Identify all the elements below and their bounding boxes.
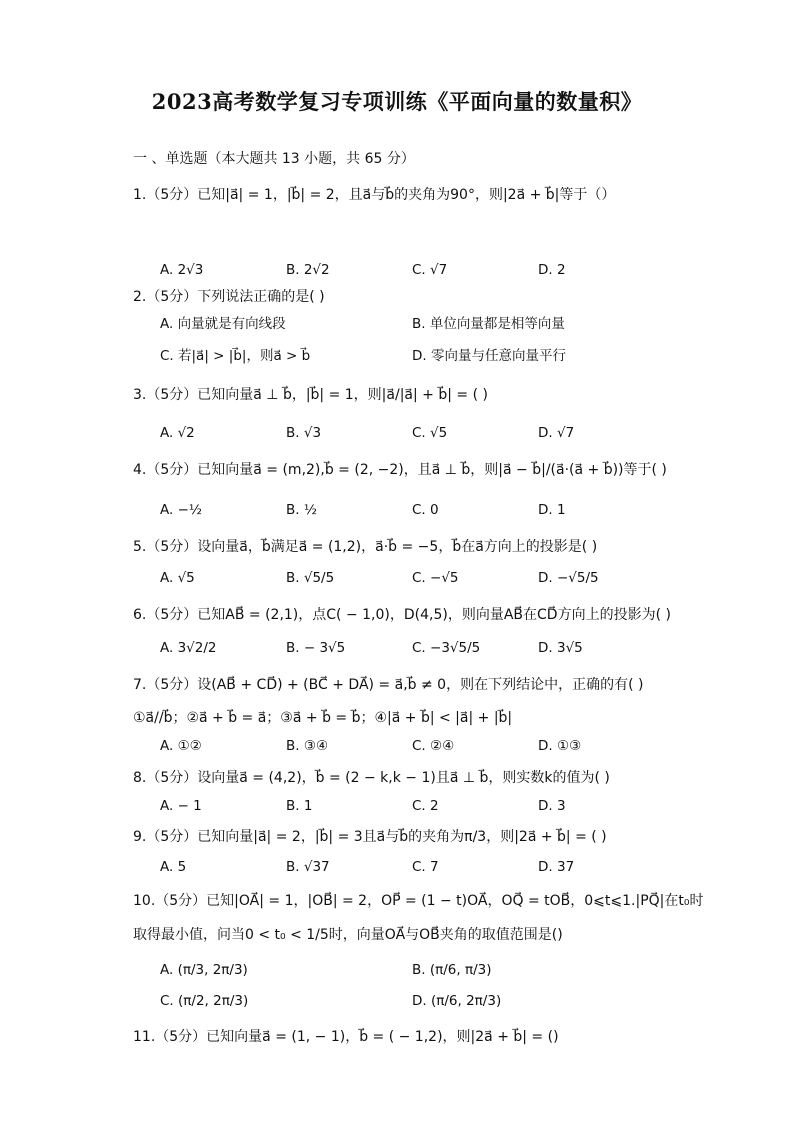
question-8-option-a[interactable]: A. − 1 <box>160 798 202 814</box>
question-8-option-b[interactable]: B. 1 <box>286 798 313 814</box>
question-10-option-d[interactable]: D. (π/6, 2π/3) <box>412 993 502 1009</box>
question-2-option-c[interactable]: C. 若|a⃗| > |b⃗|，则a⃗ > b⃗ <box>160 348 311 364</box>
question-3-option-b[interactable]: B. √3 <box>286 425 322 441</box>
question-10-option-b[interactable]: B. (π/6, π/3) <box>412 962 492 978</box>
question-9-option-a[interactable]: A. 5 <box>160 859 187 875</box>
question-2-stem: 2.（5分）下列说法正确的是( ) <box>133 289 325 305</box>
question-10-stem: 10.（5分）已知|OA⃗| = 1，|OB⃗| = 2，OP⃗ = (1 − t)OA⃗，OQ⃗ = tOB⃗，0⩽t⩽1.|PQ⃗|在t₀时 <box>133 893 704 909</box>
question-4-option-c[interactable]: C. 0 <box>412 502 439 518</box>
question-4-option-a[interactable]: A. −½ <box>160 502 202 518</box>
question-5-option-c[interactable]: C. −√5 <box>412 570 459 586</box>
question-8-option-d[interactable]: D. 3 <box>538 798 566 814</box>
question-9-stem: 9.（5分）已知向量|a⃗| = 2，|b⃗| = 3且a⃗与b⃗的夹角为π/3，则|2a⃗ + b⃗| = ( ) <box>133 829 607 845</box>
question-4-option-d[interactable]: D. 1 <box>538 502 566 518</box>
question-7-option-d[interactable]: D. ①③ <box>538 738 582 754</box>
question-1-option-c[interactable]: C. √7 <box>412 262 448 278</box>
question-10-option-c[interactable]: C. (π/2, 2π/3) <box>160 993 249 1009</box>
question-3-option-c[interactable]: C. √5 <box>412 425 448 441</box>
question-3-option-a[interactable]: A. √2 <box>160 425 195 441</box>
question-7-option-c[interactable]: C. ②④ <box>412 738 455 754</box>
question-9-option-b[interactable]: B. √37 <box>286 859 330 875</box>
question-4-stem: 4.（5分）已知向量a⃗ = (m,2),b⃗ = (2, −2)，且a⃗ ⊥ b⃗，则|a⃗ − b⃗|/(a⃗·(a⃗ + b⃗))等于( ) <box>133 462 667 478</box>
question-1-stem: 1.（5分）已知|a⃗| = 1，|b⃗| = 2，且a⃗与b⃗的夹角为90°，则|2a⃗ + b⃗|等于（） <box>133 187 616 203</box>
question-7-option-b[interactable]: B. ③④ <box>286 738 329 754</box>
question-4-option-b[interactable]: B. ½ <box>286 502 317 518</box>
question-5-option-a[interactable]: A. √5 <box>160 570 195 586</box>
question-1-option-d[interactable]: D. 2 <box>538 262 566 278</box>
question-2-option-a[interactable]: A. 向量就是有向线段 <box>160 316 286 332</box>
question-11-stem: 11.（5分）已知向量a⃗ = (1, − 1)，b⃗ = ( − 1,2)，则|2a⃗ + b⃗| = () <box>133 1029 559 1045</box>
question-7-stem: 7.（5分）设(AB⃗ + CD⃗) + (BC⃗ + DA⃗) = a⃗,b⃗ ≠ 0，则在下列结论中，正确的有( ) <box>133 677 644 693</box>
question-8-option-c[interactable]: C. 2 <box>412 798 439 814</box>
question-8-stem: 8.（5分）设向量a⃗ = (4,2)，b⃗ = (2 − k,k − 1)且a⃗ ⊥ b⃗，则实数k的值为( ) <box>133 770 610 786</box>
question-2-option-d[interactable]: D. 零向量与任意向量平行 <box>412 348 566 364</box>
question-9-option-c[interactable]: C. 7 <box>412 859 439 875</box>
section-heading: 一 、单选题（本大题共 13 小题，共 65 分） <box>133 151 415 167</box>
question-5-option-b[interactable]: B. √5/5 <box>286 570 335 586</box>
question-5-option-d[interactable]: D. −√5/5 <box>538 570 599 586</box>
question-5-stem: 5.（5分）设向量a⃗，b⃗满足a⃗ = (1,2)，a⃗·b⃗ = −5，b⃗在a⃗方向上的投影是( ) <box>133 539 598 555</box>
question-6-stem: 6.（5分）已知AB⃗ = (2,1)，点C( − 1,0)，D(4,5)，则向量AB⃗在CD⃗方向上的投影为( ) <box>133 607 671 623</box>
question-1-option-a[interactable]: A. 2√3 <box>160 262 204 278</box>
question-3-option-d[interactable]: D. √7 <box>538 425 575 441</box>
question-6-option-b[interactable]: B. − 3√5 <box>286 640 346 656</box>
question-10-option-a[interactable]: A. (π/3, 2π/3) <box>160 962 248 978</box>
question-6-option-a[interactable]: A. 3√2/2 <box>160 640 217 656</box>
document-title: 2023高考数学复习专项训练《平面向量的数量积》 <box>151 89 643 114</box>
question-6-option-d[interactable]: D. 3√5 <box>538 640 583 656</box>
question-2-option-b[interactable]: B. 单位向量都是相等向量 <box>412 316 565 332</box>
question-7-option-a[interactable]: A. ①② <box>160 738 202 754</box>
question-7-statements: ①a⃗//b⃗；②a⃗ + b⃗ = a⃗；③a⃗ + b⃗ = b⃗；④|a⃗ + b⃗| < |a⃗| + |b⃗| <box>133 710 513 726</box>
question-1-option-b[interactable]: B. 2√2 <box>286 262 330 278</box>
question-9-option-d[interactable]: D. 37 <box>538 859 575 875</box>
question-6-option-c[interactable]: C. −3√5/5 <box>412 640 481 656</box>
question-3-stem: 3.（5分）已知向量a⃗ ⊥ b⃗，|b⃗| = 1，则|a⃗/|a⃗| + b⃗| = ( ) <box>133 387 488 403</box>
question-10-stem-continued: 取得最小值，问当0 < t₀ < 1/5时，向量OA⃗与OB⃗夹角的取值范围是() <box>133 927 563 943</box>
